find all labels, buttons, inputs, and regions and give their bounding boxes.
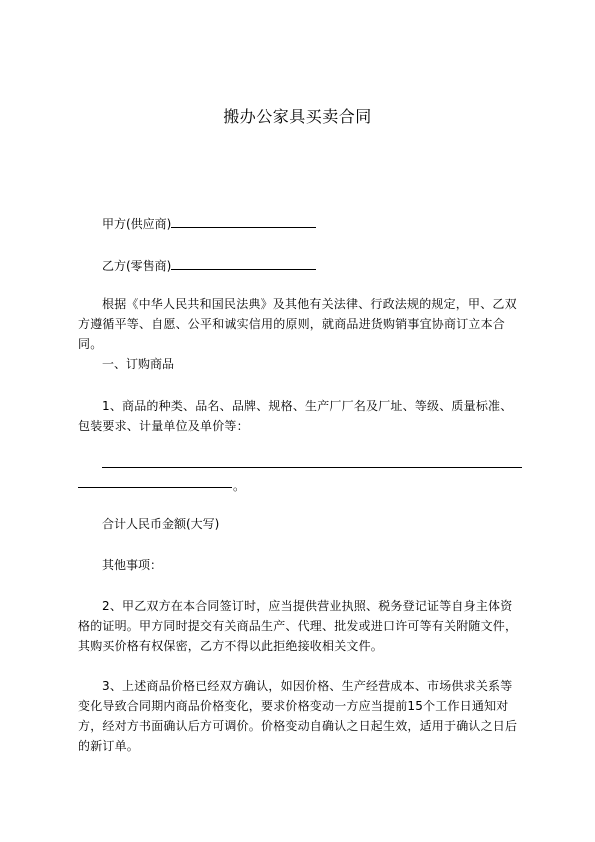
clause-1: 1、商品的种类、品名、品牌、规格、生产厂厂名及厂址、等级、质量标准、包装要求、计量单位及单价等： <box>78 399 513 433</box>
blank-end-mark: 。 <box>233 479 246 493</box>
clause-3: 3、上述商品价格已经双方确认，如因价格、生产经营成本、市场供求关系等变化导致合同期内商品价格变化，要求价格变动一方应当提前15个工作日通知对方，经对方书面确认后方可调价。价格变动自确认之日起生效，适用于确认之日后的新订单。 <box>78 679 518 753</box>
party-a-label: 甲方(供应商) <box>102 217 172 231</box>
total-amount-label: 合计人民币金额(大写) <box>102 517 220 531</box>
party-a-line <box>102 214 316 234</box>
party-b-line <box>102 256 316 276</box>
goods-detail-blank-line-2[interactable] <box>78 487 232 488</box>
preamble-paragraph: 根据《中华人民共和国民法典》及其他有关法律、行政法规的规定，甲、乙双方遵循平等、自愿、公平和诚实信用的原则，就商品进货购销事宜协商订立本合同。 <box>78 297 517 351</box>
party-b-label: 乙方(零售商) <box>102 259 172 273</box>
party-b-blank[interactable] <box>171 256 316 270</box>
party-a-blank[interactable] <box>171 214 316 228</box>
goods-detail-blank-line-1[interactable] <box>102 467 522 468</box>
section1-heading: 一、订购商品 <box>102 357 175 371</box>
other-items-label: 其他事项： <box>102 558 163 572</box>
clause-2: 2、甲乙双方在本合同签订时，应当提供营业执照、税务登记证等自身主体资格的证明。甲方同时提交有关商品生产、代理、批发或进口许可等有关附随文件，其购买价格有权保密，乙方不得以此拒绝接收相关文件。 <box>78 599 518 653</box>
document-title: 搬办公家具买卖合同 <box>223 107 372 126</box>
